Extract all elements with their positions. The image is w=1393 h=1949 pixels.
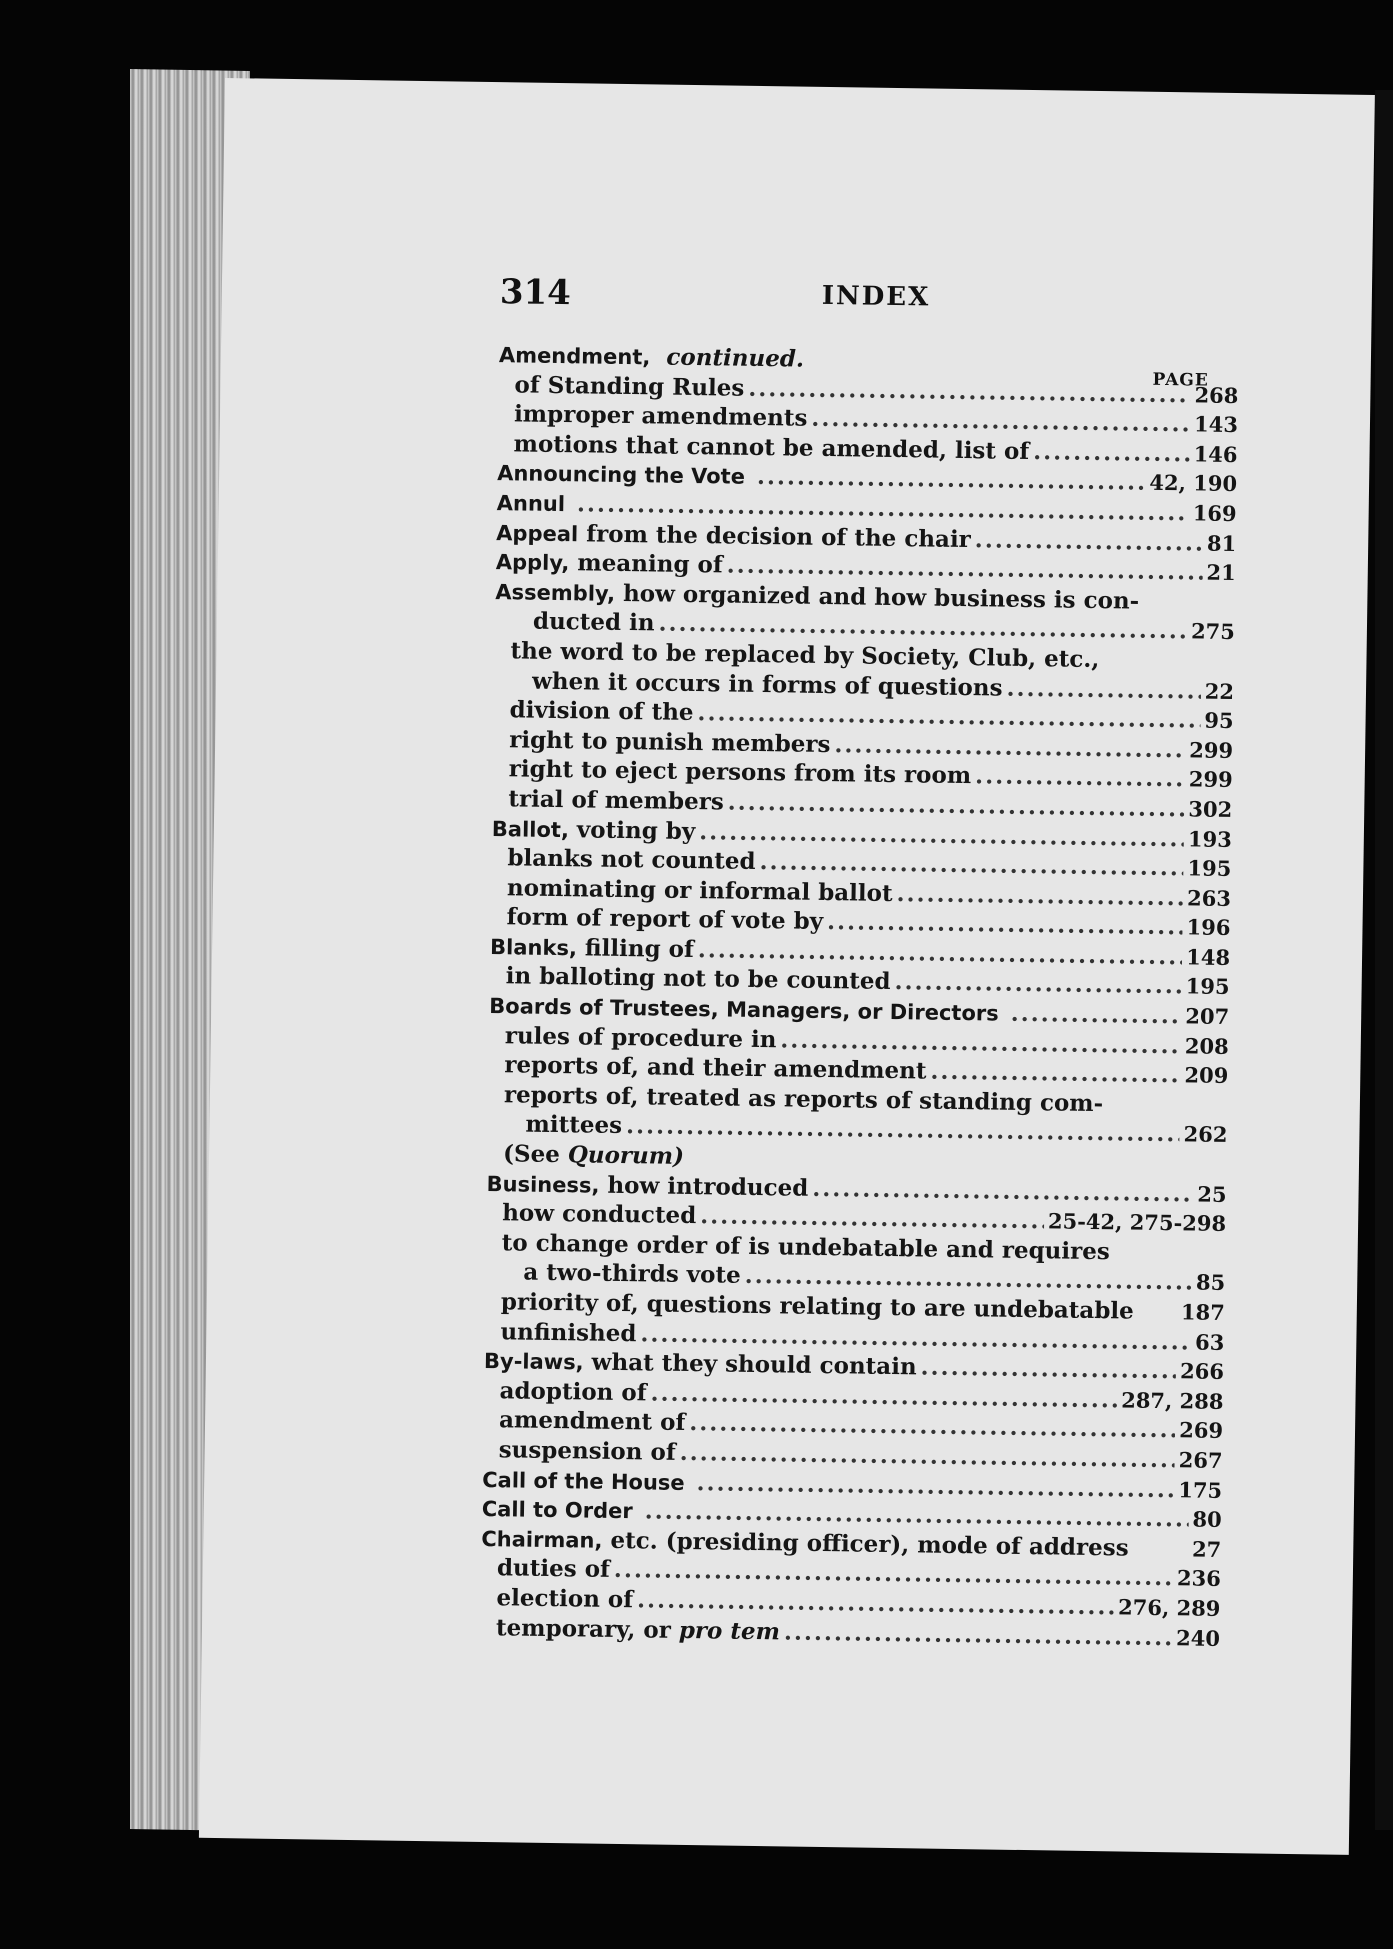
page-reference: 143 bbox=[1193, 411, 1239, 438]
index-subentry-text: right to punish members bbox=[509, 726, 831, 758]
index-term: Call to Order bbox=[481, 1497, 633, 1524]
page-reference: 266 bbox=[1179, 1358, 1225, 1385]
page-reference: 207 bbox=[1185, 1003, 1230, 1030]
page-reference: 275 bbox=[1190, 618, 1236, 645]
page-reference: 262 bbox=[1183, 1121, 1228, 1148]
index-italic-text: continued. bbox=[666, 343, 805, 373]
index-subentry-text: suspension of bbox=[498, 1436, 676, 1466]
page-reference: 81 bbox=[1206, 530, 1237, 556]
page-reference: 85 bbox=[1195, 1269, 1226, 1296]
index-term: Apply, bbox=[495, 550, 570, 576]
page-reference: 22 bbox=[1204, 678, 1235, 704]
index-term: Business, bbox=[486, 1171, 600, 1198]
index-term: Annul bbox=[496, 491, 566, 517]
index-italic-text: Quorum) bbox=[567, 1141, 685, 1170]
page-reference: 21 bbox=[1206, 559, 1236, 586]
book-page bbox=[199, 78, 1375, 1855]
dot-leader bbox=[896, 879, 1183, 913]
page-reference: 193 bbox=[1187, 825, 1233, 852]
index-subentry-text: right to eject persons from its room bbox=[508, 755, 972, 790]
page-reference: 169 bbox=[1192, 500, 1237, 527]
index-subentry-text: from the decision of the chair bbox=[586, 519, 972, 553]
page-reference: 276, 289 bbox=[1117, 1594, 1221, 1621]
page-reference: 299 bbox=[1189, 737, 1234, 763]
page-reference: 268 bbox=[1194, 382, 1239, 408]
index-subentry-text: when it occurs in forms of questions bbox=[531, 667, 1003, 702]
index-subentry-text: a two-thirds vote bbox=[523, 1258, 741, 1290]
index-term: Amendment, bbox=[498, 343, 651, 370]
dot-leader bbox=[920, 1353, 1176, 1386]
index-italic-text: pro tem bbox=[678, 1616, 781, 1645]
index-term: Chairman, bbox=[481, 1526, 603, 1553]
index-subentry-text: how conducted bbox=[501, 1199, 697, 1230]
index-subentry-text: ducted in bbox=[532, 607, 655, 637]
index-subentry-text: reports of, treated as reports of standing com- bbox=[503, 1081, 1104, 1117]
index-subentry-text: rules of procedure in bbox=[504, 1021, 777, 1053]
page-reference: 95 bbox=[1204, 707, 1234, 734]
page-reference: 269 bbox=[1179, 1417, 1224, 1444]
page-reference: 25-42, 275-298 bbox=[1047, 1208, 1227, 1237]
page-header bbox=[221, 268, 1372, 335]
index-term: Announcing the Vote bbox=[496, 461, 746, 490]
index-subentry-text: form of report of vote by bbox=[506, 903, 824, 936]
index-subentry-text: motions that cannot be amended, list of bbox=[513, 430, 1030, 465]
index-term: By-laws, bbox=[483, 1349, 584, 1375]
page-reference: 267 bbox=[1178, 1447, 1223, 1473]
index-subentry-text: priority of, questions relating to are undebatable bbox=[500, 1288, 1134, 1325]
index-subentry-text: mittees bbox=[525, 1111, 623, 1140]
index-subentry-text: election of bbox=[496, 1584, 634, 1614]
index-subentry-text: trial of members bbox=[508, 785, 724, 816]
index-subentry-text: reports of, and their amendment bbox=[504, 1051, 927, 1085]
index-subentry-text: how organized and how business is con- bbox=[622, 579, 1140, 615]
index-entries bbox=[480, 340, 1239, 1653]
page-reference: 195 bbox=[1187, 855, 1232, 882]
index-subentry-text: in balloting not to be counted bbox=[505, 962, 891, 996]
dot-leader bbox=[1006, 673, 1201, 705]
index-subentry-text: division of the bbox=[509, 696, 694, 727]
index-subentry-text: what they should contain bbox=[591, 1348, 917, 1381]
dot-leader bbox=[1033, 437, 1190, 469]
index-subentry-text: of Standing Rules bbox=[514, 370, 745, 402]
index-subentry-text: improper amendments bbox=[513, 400, 808, 432]
page-reference: 240 bbox=[1175, 1624, 1221, 1651]
page-reference: 299 bbox=[1188, 766, 1233, 793]
index-subentry-text: (See bbox=[502, 1140, 561, 1169]
dot-leader bbox=[784, 1617, 1173, 1652]
dot-leader bbox=[1011, 999, 1182, 1031]
index-subentry-text: etc. (presiding officer), mode of address bbox=[610, 1526, 1129, 1562]
page-reference: 263 bbox=[1186, 885, 1232, 911]
index-subentry-text: to change order of is undebatable and requires bbox=[501, 1229, 1111, 1266]
page-reference: 80 bbox=[1192, 1506, 1222, 1533]
dot-leader bbox=[975, 762, 1185, 795]
index-subentry-text: adoption of bbox=[499, 1377, 647, 1407]
index-subentry-text: unfinished bbox=[500, 1317, 637, 1347]
page-reference: 196 bbox=[1186, 914, 1231, 941]
page-column-label: PAGE bbox=[1152, 369, 1209, 391]
page-reference: 209 bbox=[1184, 1062, 1229, 1089]
index-subentry-text: blanks not counted bbox=[507, 844, 756, 876]
page-reference: 146 bbox=[1193, 441, 1238, 467]
index-term: Blanks, bbox=[489, 934, 578, 961]
page-reference: 208 bbox=[1184, 1033, 1229, 1059]
index-subentry-text: duties of bbox=[496, 1554, 611, 1584]
book-spine-shadow bbox=[1375, 90, 1393, 1830]
index-subentry-text: temporary, or bbox=[495, 1613, 672, 1644]
page-reference: 302 bbox=[1188, 796, 1233, 822]
index-subentry-text: amendment of bbox=[498, 1406, 686, 1437]
page-reference: 175 bbox=[1178, 1476, 1223, 1503]
dot-leader bbox=[975, 525, 1204, 558]
page-reference: 42, 190 bbox=[1149, 470, 1238, 497]
running-head: INDEX bbox=[821, 280, 931, 313]
index-subentry-text: the word to be replaced by Society, Club, etc., bbox=[510, 637, 1100, 673]
index-term: Call of the House bbox=[482, 1467, 685, 1495]
page-number: 314 bbox=[499, 272, 572, 314]
page-reference: 63 bbox=[1194, 1329, 1225, 1355]
page-reference: 27 bbox=[1191, 1536, 1222, 1562]
index-subentry-text: voting by bbox=[576, 815, 696, 845]
index-subentry-text: meaning of bbox=[577, 549, 723, 579]
index-subentry-text: filling of bbox=[584, 934, 695, 963]
page-reference: 187 bbox=[1180, 1299, 1225, 1325]
index-subentry-text: how introduced bbox=[607, 1171, 809, 1202]
page-reference: 195 bbox=[1185, 973, 1230, 1000]
page-reference: 236 bbox=[1176, 1565, 1222, 1592]
dot-leader bbox=[894, 968, 1182, 1002]
index-term: Appeal bbox=[496, 520, 579, 546]
page-reference: 25 bbox=[1197, 1181, 1227, 1207]
index-term: Ballot, bbox=[491, 816, 570, 842]
index-term: Boards of Trustees, Managers, or Directors bbox=[489, 994, 999, 1026]
page-reference: 287, 288 bbox=[1121, 1387, 1224, 1414]
index-term: Assembly, bbox=[495, 579, 616, 606]
page-reference: 148 bbox=[1186, 944, 1231, 970]
dot-leader bbox=[930, 1057, 1180, 1090]
index-subentry-text: nominating or informal ballot bbox=[506, 873, 893, 907]
